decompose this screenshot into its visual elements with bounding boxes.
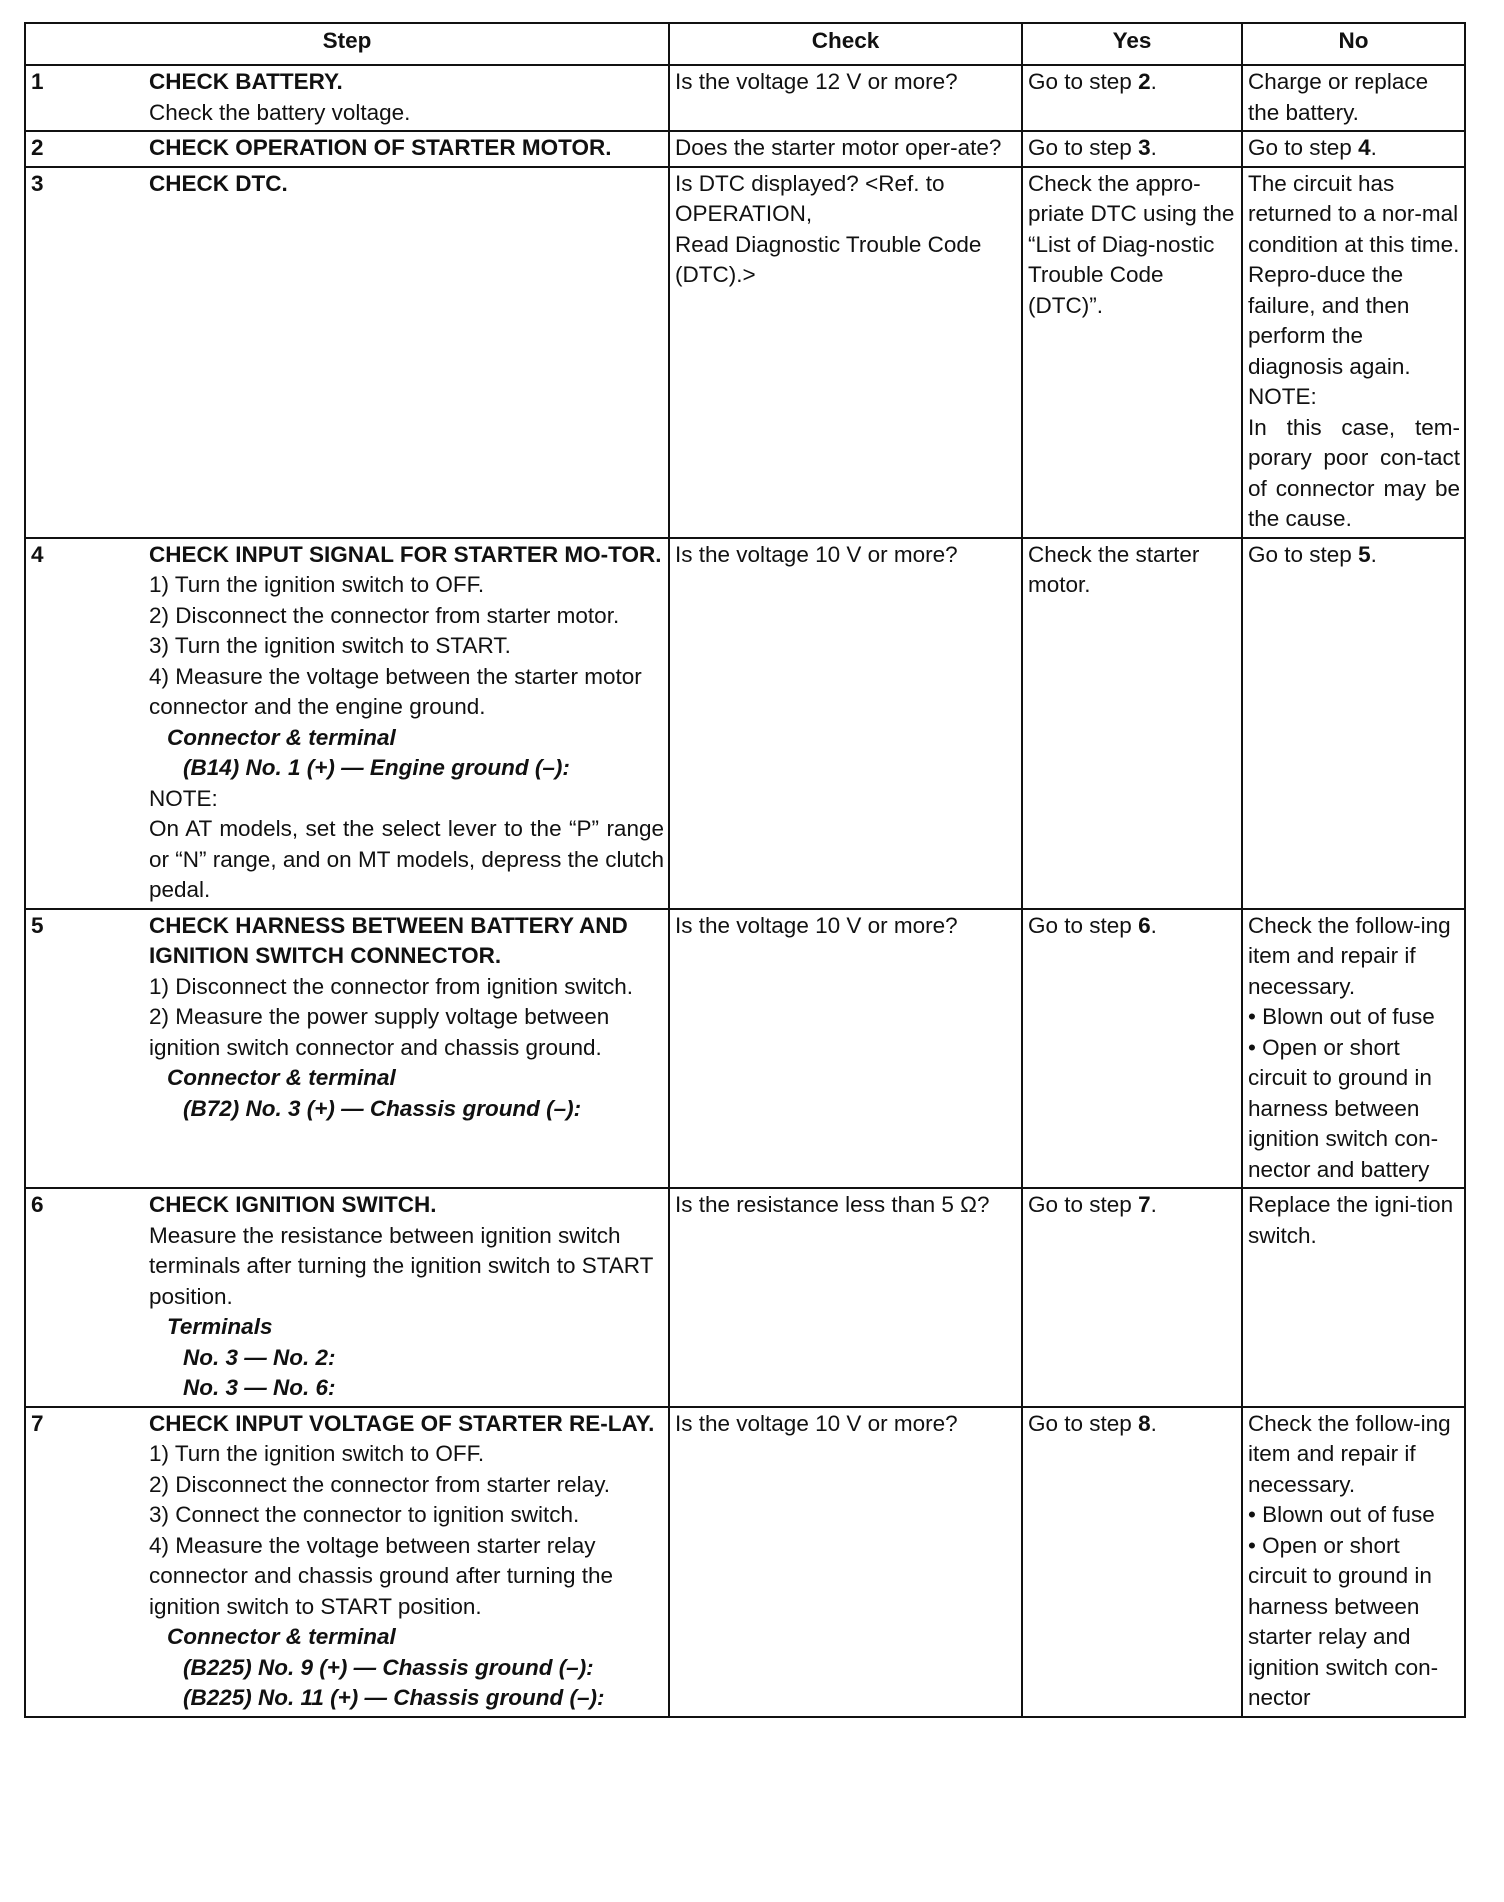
no-bullet: • Open or short circuit to ground in harness between ignition switch con-nector and battery bbox=[1248, 1034, 1439, 1182]
yes-step-ref: 3 bbox=[1138, 135, 1151, 160]
step-number: 4 bbox=[31, 541, 44, 567]
procedure-step: 1) Turn the ignition switch to OFF. bbox=[149, 1441, 485, 1466]
check-cell: Does the starter motor oper-ate? bbox=[669, 131, 1022, 167]
no-text: The circuit has returned to a nor-mal condition at this time. Repro-duce the failure, and then perform the diagnosis again. bbox=[1248, 170, 1460, 379]
procedure-step: 3) Turn the ignition switch to START. bbox=[149, 633, 511, 658]
check-line: Read Diagnostic Trouble Code (DTC).> bbox=[675, 231, 982, 287]
table-row-3 bbox=[25, 167, 1465, 538]
check-cell bbox=[669, 167, 1022, 538]
yes-cell bbox=[1022, 1188, 1242, 1407]
step-cell bbox=[25, 1407, 669, 1717]
step-title: CHECK INPUT VOLTAGE OF STARTER RE-LAY. bbox=[149, 1410, 655, 1436]
spec-label: Connector & terminal bbox=[167, 724, 396, 750]
no-prefix: Go to step bbox=[1248, 135, 1359, 160]
yes-step-ref: 8 bbox=[1138, 1410, 1151, 1436]
yes-prefix: Go to step bbox=[1028, 1410, 1139, 1436]
yes-cell bbox=[1022, 131, 1242, 167]
yes-step-ref: 6 bbox=[1138, 912, 1151, 938]
spec-line: (B72) No. 3 (+) — Chassis ground (–): bbox=[183, 1095, 582, 1121]
check-cell: Is the voltage 10 V or more? bbox=[669, 1407, 1022, 1717]
spec-line: No. 3 — No. 2: bbox=[183, 1344, 336, 1370]
table-row-1 bbox=[25, 65, 1465, 131]
step-number: 7 bbox=[31, 1410, 44, 1436]
step-cell bbox=[25, 909, 669, 1189]
step-cell bbox=[25, 538, 669, 909]
no-line: Check the follow-ing item and repair if necessary. bbox=[1248, 912, 1451, 999]
no-cell bbox=[1242, 167, 1465, 538]
spec-label: Connector & terminal bbox=[167, 1065, 396, 1090]
step-title: CHECK IGNITION SWITCH. bbox=[149, 1192, 437, 1217]
spec-label: Connector & terminal bbox=[167, 1624, 396, 1649]
header-step: Step bbox=[25, 23, 669, 65]
step-cell bbox=[25, 167, 669, 538]
yes-prefix: Go to step bbox=[1028, 135, 1139, 160]
spec-line: (B225) No. 9 (+) — Chassis ground (–): bbox=[183, 1654, 594, 1680]
check-cell: Is the voltage 12 V or more? bbox=[669, 65, 1022, 131]
yes-cell bbox=[1022, 65, 1242, 131]
no-cell bbox=[1242, 131, 1465, 167]
header-yes: Yes bbox=[1022, 23, 1242, 65]
step-cell bbox=[25, 131, 669, 167]
no-line: Check the follow-ing item and repair if necessary. bbox=[1248, 1410, 1451, 1497]
no-prefix: Go to step bbox=[1248, 541, 1359, 567]
yes-suffix: . bbox=[1150, 1410, 1157, 1436]
header-row bbox=[25, 23, 1465, 65]
step-title: CHECK BATTERY. bbox=[149, 69, 343, 94]
step-number: 2 bbox=[31, 135, 44, 160]
yes-suffix: . bbox=[1150, 1192, 1157, 1217]
yes-cell bbox=[1022, 909, 1242, 1189]
procedure-step: 1) Turn the ignition switch to OFF. bbox=[149, 572, 485, 597]
procedure-step: 1) Disconnect the connector from ignition switch. bbox=[149, 973, 633, 999]
no-cell bbox=[1242, 538, 1465, 909]
yes-prefix: Go to step bbox=[1028, 69, 1139, 94]
table-row-4 bbox=[25, 538, 1465, 909]
spec-line: (B14) No. 1 (+) — Engine ground (–): bbox=[183, 755, 570, 780]
table-row-7 bbox=[25, 1407, 1465, 1717]
header-no: No bbox=[1242, 23, 1465, 65]
no-bullet: • Open or short circuit to ground in harness between starter relay and ignition switch con-nector bbox=[1248, 1532, 1439, 1710]
step-cell bbox=[25, 65, 669, 131]
table-row-2 bbox=[25, 131, 1465, 167]
procedure-step: 2) Measure the power supply voltage between ignition switch connector and chassis ground. bbox=[149, 1004, 610, 1060]
yes-suffix: . bbox=[1150, 69, 1157, 94]
check-line: Is DTC displayed? <Ref. to OPERATION, bbox=[675, 170, 945, 226]
no-bullet: • Blown out of fuse bbox=[1248, 1004, 1435, 1029]
yes-step-ref: 2 bbox=[1138, 69, 1151, 94]
header-check: Check bbox=[669, 23, 1022, 65]
no-bullet: • Blown out of fuse bbox=[1248, 1502, 1435, 1527]
yes-cell: Check the starter motor. bbox=[1022, 538, 1242, 909]
yes-step-ref: 7 bbox=[1138, 1192, 1151, 1217]
yes-prefix: Go to step bbox=[1028, 912, 1139, 938]
yes-cell bbox=[1022, 1407, 1242, 1717]
step-number: 5 bbox=[31, 912, 44, 938]
note-text: On AT models, set the select lever to the “P” range or “N” range, and on MT models, depress the clutch pedal. bbox=[149, 816, 664, 902]
step-title: CHECK OPERATION OF STARTER MOTOR. bbox=[149, 135, 612, 160]
step-title: CHECK DTC. bbox=[149, 170, 288, 196]
step-text: Measure the resistance between ignition switch terminals after turning the ignition switch to START position. bbox=[149, 1222, 653, 1309]
check-cell: Is the voltage 10 V or more? bbox=[669, 538, 1022, 909]
procedure-step: 2) Disconnect the connector from starter motor. bbox=[149, 602, 620, 628]
no-cell: Charge or replace the battery. bbox=[1242, 65, 1465, 131]
note-label: NOTE: bbox=[149, 785, 218, 811]
no-suffix: . bbox=[1370, 135, 1377, 160]
diagnostic-table bbox=[24, 22, 1466, 1718]
table-row-5 bbox=[25, 909, 1465, 1189]
step-title: CHECK INPUT SIGNAL FOR STARTER MO-TOR. bbox=[149, 541, 662, 567]
check-cell: Is the voltage 10 V or more? bbox=[669, 909, 1022, 1189]
step-number: 6 bbox=[31, 1192, 44, 1217]
note-label: NOTE: bbox=[1248, 384, 1317, 409]
yes-prefix: Go to step bbox=[1028, 1192, 1139, 1217]
procedure-step: 4) Measure the voltage between the starter motor connector and the engine ground. bbox=[149, 663, 642, 719]
procedure-step: 4) Measure the voltage between starter relay connector and chassis ground after turning the ignition switch to START position. bbox=[149, 1532, 614, 1619]
yes-cell: Check the appro-priate DTC using the “List of Diag-nostic Trouble Code (DTC)”. bbox=[1022, 167, 1242, 538]
step-cell bbox=[25, 1188, 669, 1407]
no-step-ref: 5 bbox=[1358, 541, 1371, 567]
no-cell bbox=[1242, 1407, 1465, 1717]
no-cell bbox=[1242, 909, 1465, 1189]
spec-line: No. 3 — No. 6: bbox=[183, 1375, 336, 1400]
note-text: In this case, tem-porary poor con-tact of connector may be the cause. bbox=[1248, 414, 1460, 531]
spec-line: (B225) No. 11 (+) — Chassis ground (–): bbox=[183, 1685, 605, 1710]
yes-suffix: . bbox=[1150, 912, 1157, 938]
procedure-step: 2) Disconnect the connector from starter relay. bbox=[149, 1471, 611, 1497]
step-number: 1 bbox=[31, 69, 44, 94]
step-title: CHECK HARNESS BETWEEN BATTERY AND IGNITION SWITCH CONNECTOR. bbox=[149, 912, 628, 968]
no-suffix: . bbox=[1370, 541, 1377, 567]
no-cell: Replace the igni-tion switch. bbox=[1242, 1188, 1465, 1407]
procedure-step: 3) Connect the connector to ignition switch. bbox=[149, 1502, 580, 1527]
check-cell: Is the resistance less than 5 Ω? bbox=[669, 1188, 1022, 1407]
table-row-6 bbox=[25, 1188, 1465, 1407]
yes-suffix: . bbox=[1150, 135, 1157, 160]
step-number: 3 bbox=[31, 170, 44, 196]
no-step-ref: 4 bbox=[1358, 135, 1371, 160]
spec-label: Terminals bbox=[167, 1314, 273, 1339]
step-text: Check the battery voltage. bbox=[149, 99, 411, 125]
